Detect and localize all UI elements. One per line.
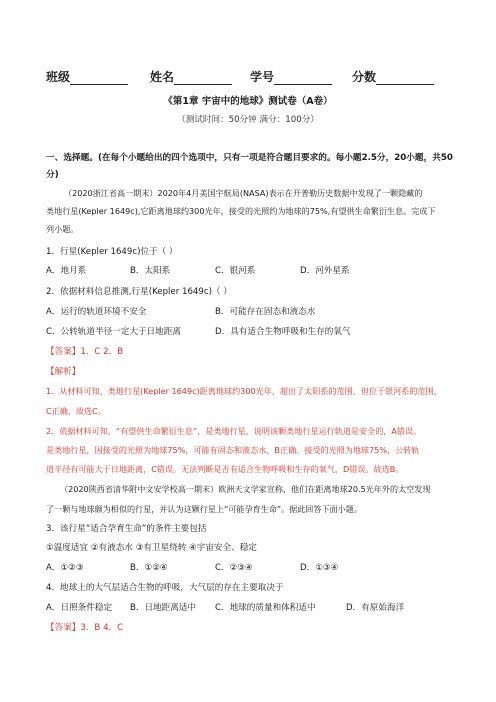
q1-stem: 1．行星(Kepler 1649c)位于（ ） — [46, 247, 178, 257]
passage1-line1: （2020浙江省高一期末）2020年4月美国宇航局(NASA)表示在开普勒历史数据中发现了一颗隐藏的 — [64, 188, 423, 198]
page-subtitle: （测试时间：50分钟 满分：100分） — [177, 115, 319, 125]
q2-option-c: C．公转轨道半径一定大于日地距离 — [46, 327, 181, 337]
analysis1-line4: 是类地行星，因接受的光照为地球75%，可能有固态和液态水，B正确。接受的光照为地球75%，公转轨 — [46, 445, 420, 455]
q1-option-b: B．太阳系 — [130, 266, 171, 276]
score-blank — [376, 71, 434, 85]
section-heading-line1: 一、选择题。(在每个小题给出的四个选项中，只有一项是符合题目要求的。每小题2.5分，20小题，共50 — [46, 153, 453, 163]
score-field — [352, 68, 434, 85]
analysis1-line1: 1．从材料可知，类地行星(Kepler 1649c)距离地球约300光年，超出了太阳系的范围，但位于银河系的范围， — [46, 386, 442, 396]
q4-option-d: D．有原始海洋 — [346, 603, 405, 613]
q3-conditions: ①温度适宜 ②有液态水 ③有卫星绕转 ④宇宙安全、稳定 — [46, 543, 257, 553]
q2-option-b: B．可能存在固态和液态水 — [215, 307, 316, 317]
name-field — [150, 68, 232, 85]
student-id-blank — [274, 71, 332, 85]
q2-option-a: A．运行的轨道环境不安全 — [46, 307, 147, 317]
q3-option-c: C．②③④ — [215, 563, 253, 573]
section-heading-line2: 分) — [46, 170, 59, 180]
q3-option-d: D．①③④ — [300, 563, 339, 573]
q2-stem: 2．依据材料信息推测,行星(Kepler 1649c)（ ） — [46, 287, 232, 297]
analysis-label: 【解析】 — [46, 367, 81, 377]
class-blank — [70, 71, 128, 85]
analysis1-line3: 2．依据材料可知，“有望供生命繁衍生息”，是类地行星，说明该颗类地行星运行轨道是安全的，A错误。 — [46, 426, 422, 436]
q4-option-c: C．地球的质量和体积适中 — [215, 603, 316, 613]
analysis1-line5: 道半径有可能大于日地距离，C错误。无法判断是否有适合生物呼吸和生存的氧气，D错误。故选B。 — [46, 464, 404, 474]
q1-option-a: A．地月系 — [46, 266, 87, 276]
q1-option-c: C．银河系 — [215, 266, 256, 276]
q4-option-a: A．日照条件稳定 — [46, 603, 113, 613]
page-title: 《第1章 宇宙中的地球》测试卷（A卷） — [163, 96, 333, 107]
score-label: 分数 — [352, 70, 377, 84]
name-blank — [174, 71, 232, 85]
answer-1-2: 【答案】1．C 2．B — [46, 347, 124, 357]
q2-option-d: D．具有适合生物呼吸和生存的氧气 — [215, 327, 351, 337]
passage2-line1: （2020陕西省清华附中文安学校高一期末）欧洲天文学家宣称，他们在距离地球20.5光年外的太空发现 — [60, 484, 431, 494]
passage1-line2: 类地行星(Kepler 1649c),它距离地球约300光年，接受的光照约为地球的75%,有望供生命繁衍生息。完成下 — [46, 206, 436, 216]
analysis1-line2: C正确，故选C。 — [46, 406, 106, 416]
student-id-field — [250, 68, 332, 85]
answer-3-4: 【答案】3．B 4．C — [46, 623, 124, 633]
q4-option-b: B．日地距离适中 — [130, 603, 197, 613]
passage2-line2: 了一颗与地球颇为相似的行星，并认为这颗行星上“可能孕育生命”。据此回答下面小题。 — [46, 504, 362, 514]
passage1-line3: 列小题。 — [46, 224, 79, 234]
q4-stem: 4．地球上的大气层适合生物的呼吸，大气层的存在主要取决于 — [46, 583, 284, 593]
class-field — [46, 68, 128, 85]
q1-option-d: D．河外星系 — [300, 266, 350, 276]
class-label: 班级 — [46, 70, 71, 84]
name-label: 姓名 — [150, 70, 175, 84]
q3-stem: 3．该行星“适合孕育生命”的条件主要包括 — [46, 524, 207, 534]
student-id-label: 学号 — [250, 70, 275, 84]
q3-option-b: B．①②④ — [130, 563, 168, 573]
q3-option-a: A．①②③ — [46, 563, 84, 573]
